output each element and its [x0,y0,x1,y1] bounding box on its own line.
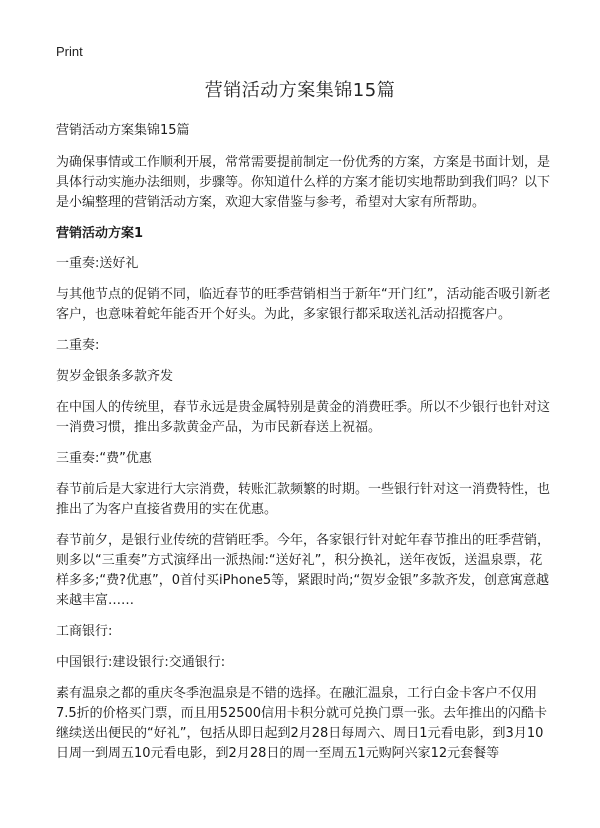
section-item: 三重奏:“费”优惠 [56,451,152,466]
page-title: 营销活动方案集锦15篇 [204,80,396,101]
paragraph: 与其他节点的促销不同，临近春节的旺季营销相当于新年“开门红”，活动能否吸引新老客户，也意味着蛇年能否开个好头。为此，多家银行都采取送礼活动招揽客户。 [56,287,551,322]
print-link[interactable]: Print [56,44,83,59]
intro-paragraph: 为确保事情或工作顺利开展，常常需要提前制定一份优秀的方案，方案是书面计划，是具体行动实施办法细则，步骤等。你知道什么样的方案才能切实地帮助到我们吗？以下是小编整理的营销活动方案，欢迎大家借鉴与参考，希望对大家有所帮助。 [56,155,551,210]
section-item: 中国银行:建设银行:交通银行: [56,655,226,670]
paragraph: 春节前后是大家进行大宗消费，转账汇款频繁的时期。一些银行针对这一消费特性，也推出了为客户直接省费用的实在优惠。 [56,482,551,517]
paragraph: 素有温泉之都的重庆冬季泡温泉是不错的选择。在融汇温泉，工行白金卡客户不仅用7.5折的价格买门票，而且用52500信用卡积分就可兑换门票一张。去年推出的闪酷卡继续送出便民的“好礼”，包括从即日起到2月28日每周六、周日1元看电影，到3月10日周一到周五10元看电影，到2月28日的周一至周五1元购阿兴家12元套餐等 [56,686,548,761]
paragraph: 春节前夕，是银行业传统的营销旺季。今年，各家银行针对蛇年春节推出的旺季营销，则多以“三重奏”方式演绎出一派热闹:“送好礼”，积分换礼，送年夜饭，送温泉票，花样多多;“费?优惠”，0首付买iPhone5等，紧跟时尚;“贺岁金银”多款齐发，创意寓意越来越丰富…… [56,533,551,608]
paragraph: 在中国人的传统里，春节永远是贵金属特别是黄金的消费旺季。所以不少银行也针对这一消费习惯，推出多款黄金产品，为市民新春送上祝福。 [56,400,551,435]
section-heading: 营销活动方案1 [56,226,144,241]
section-item: 一重奏:送好礼 [56,256,139,271]
section-item: 贺岁金银条多款齐发 [56,369,174,384]
section-item: 二重奏: [56,338,100,353]
section-item: 工商银行: [56,624,113,639]
doc-subtitle: 营销活动方案集锦15篇 [56,123,190,138]
article-body [56,121,552,775]
